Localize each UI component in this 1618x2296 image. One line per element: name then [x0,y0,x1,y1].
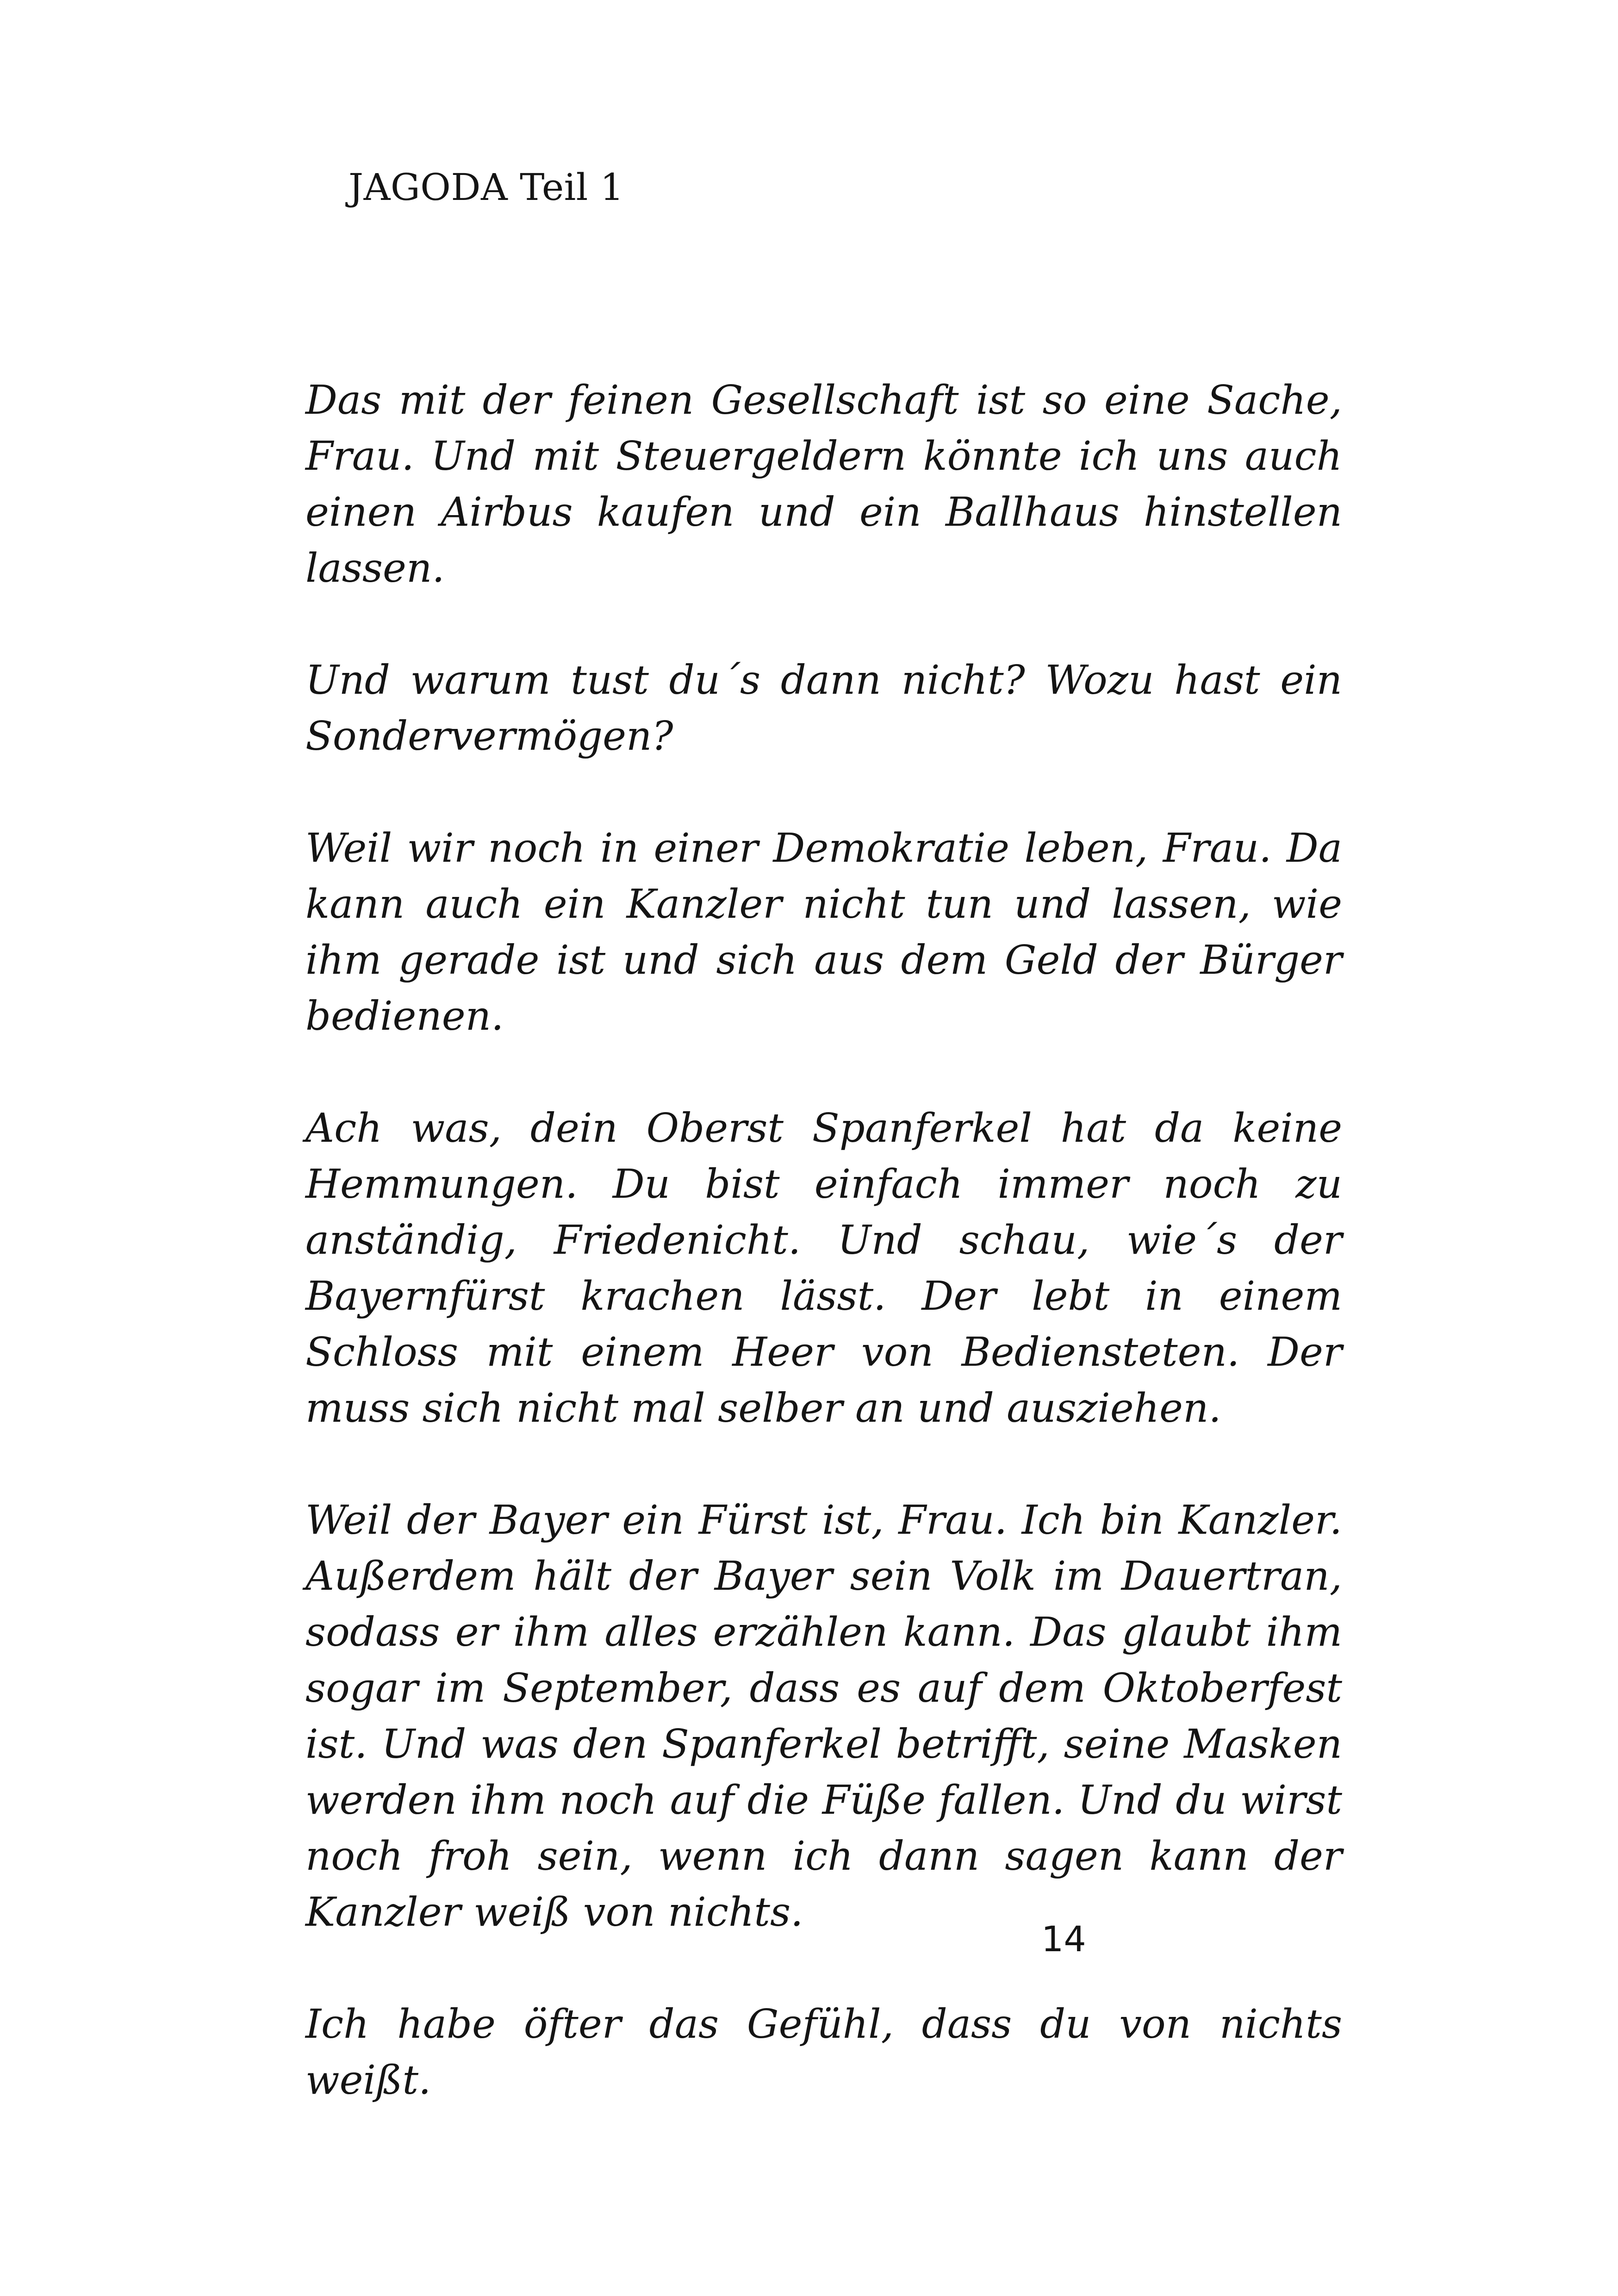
page-number: 14 [1041,1918,1086,1960]
paragraph-4: Ach was, dein Oberst Spanferkel hat da keine Hemmungen. Du bist einfach immer noch zu anständig, Friedenicht. Und schau, wie´s der Bayernfürst krachen lässt. Der lebt in einem Schloss mit einem Heer von Bediensteten. Der muss sich nicht mal selber an und ausziehen. [305,1105,1342,1431]
body-text [305,373,1342,2109]
running-header: JAGODA Teil 1 [348,166,624,209]
paragraph-5: Weil der Bayer ein Fürst ist, Frau. Ich bin Kanzler. Außerdem hält der Bayer sein Volk im Dauertran, sodass er ihm alles erzählen kann. Das glaubt ihm sogar im September, dass es auf dem Oktoberfest ist. Und was den Spanferkel betrifft, seine Masken werden ihm noch auf die Füße fallen. Und du wirst noch froh sein, wenn ich dann sagen kann der Kanzler weiß von nichts. [305,1497,1342,1935]
paragraph-6: Ich habe öfter das Gefühl, dass du von nichts weißt. [305,2001,1342,2103]
paragraph-1: Das mit der feinen Gesellschaft ist so eine Sache, Frau. Und mit Steuergeldern könnte ich uns auch einen Airbus kaufen und ein Ballhaus hinstellen lassen. [305,377,1342,591]
paragraph-2: Und warum tust du´s dann nicht? Wozu hast ein Sondervermögen? [305,657,1342,759]
paragraph-3: Weil wir noch in einer Demokratie leben, Frau. Da kann auch ein Kanzler nicht tun und lassen, wie ihm gerade ist und sich aus dem Geld der Bürger bedienen. [305,825,1342,1039]
